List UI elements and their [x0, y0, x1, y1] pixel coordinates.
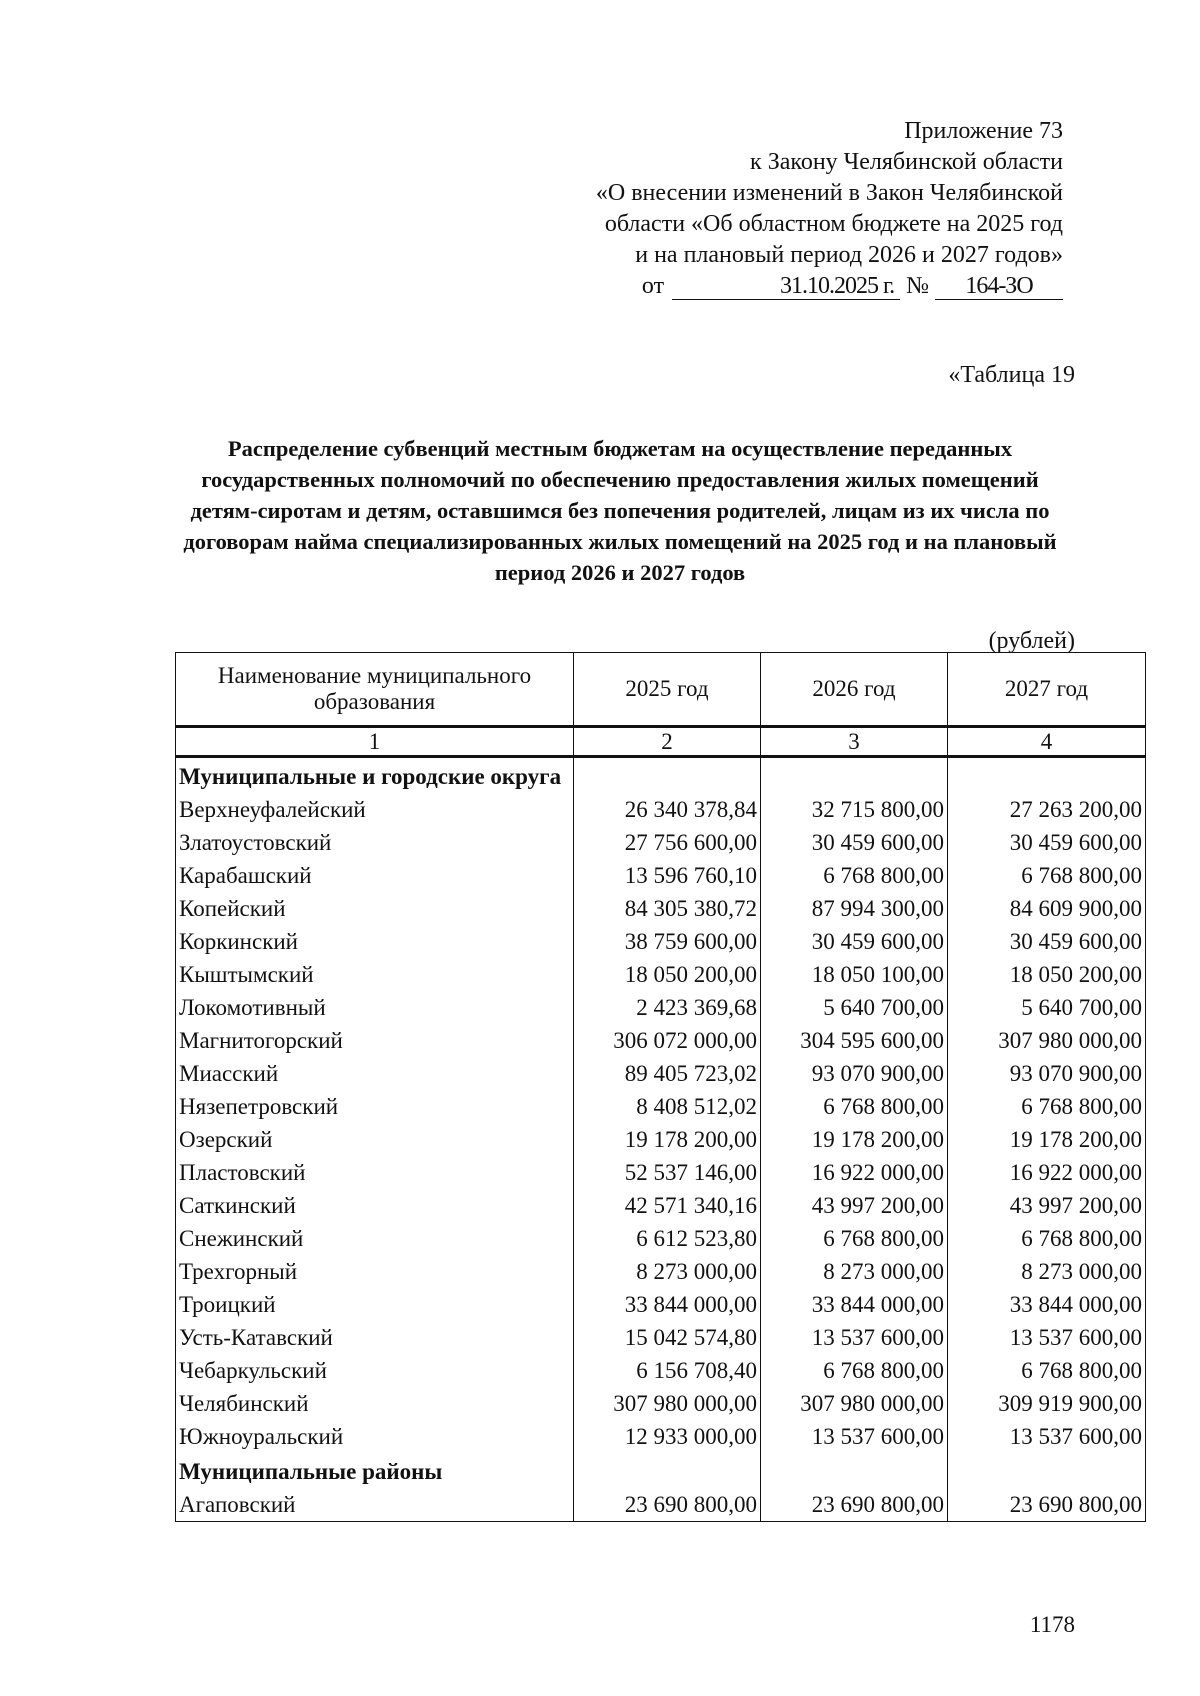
- value-2025: 33 844 000,00: [574, 1288, 761, 1321]
- value-2027: 309 919 900,00: [948, 1387, 1146, 1420]
- municipality-name: Нязепетровский: [176, 1090, 574, 1123]
- table-row: [176, 892, 1146, 925]
- value-2025: 306 072 000,00: [574, 1024, 761, 1057]
- units-label: (рублей): [988, 628, 1075, 654]
- table-row: [176, 1024, 1146, 1057]
- value-2026: 87 994 300,00: [761, 892, 948, 925]
- law-date: 31.10.2025 г.: [672, 273, 900, 300]
- table-row: [176, 1387, 1146, 1420]
- value-2026: 32 715 800,00: [761, 793, 948, 826]
- value-2027: 6 768 800,00: [948, 1354, 1146, 1387]
- value-2026: 6 768 800,00: [761, 1222, 948, 1255]
- value-2027: 13 537 600,00: [948, 1321, 1146, 1354]
- value-2026: 19 178 200,00: [761, 1123, 948, 1156]
- value-2027: 6 768 800,00: [948, 859, 1146, 892]
- value-2027: 43 997 200,00: [948, 1189, 1146, 1222]
- value-2026: 16 922 000,00: [761, 1156, 948, 1189]
- value-2027: 30 459 600,00: [948, 925, 1146, 958]
- column-number: 4: [948, 727, 1146, 757]
- municipality-name: Коркинский: [176, 925, 574, 958]
- municipality-name: Агаповский: [176, 1488, 574, 1522]
- value-2026: 30 459 600,00: [761, 925, 948, 958]
- column-number-row: [176, 727, 1146, 757]
- municipality-name: Копейский: [176, 892, 574, 925]
- value-2025: 6 612 523,80: [574, 1222, 761, 1255]
- municipality-name: Карабашский: [176, 859, 574, 892]
- table-row: [176, 826, 1146, 859]
- law-reference-line: к Закону Челябинской области: [750, 149, 1063, 175]
- value-2025: 2 423 369,68: [574, 991, 761, 1024]
- value-2025: 18 050 200,00: [574, 958, 761, 991]
- municipality-name: Челябинский: [176, 1387, 574, 1420]
- value-2027: 5 640 700,00: [948, 991, 1146, 1024]
- header-2025: 2025 год: [574, 653, 761, 727]
- value-2025: 52 537 146,00: [574, 1156, 761, 1189]
- column-number: 1: [176, 727, 574, 757]
- table-header-row: [176, 653, 1146, 727]
- municipality-name: Троицкий: [176, 1288, 574, 1321]
- value-2027: 33 844 000,00: [948, 1288, 1146, 1321]
- value-2026: 304 595 600,00: [761, 1024, 948, 1057]
- table-row: [176, 925, 1146, 958]
- municipality-name: Златоустовский: [176, 826, 574, 859]
- law-reference-line: «О внесении изменений в Закон Челябинской: [595, 180, 1063, 206]
- value-2025: 8 273 000,00: [574, 1255, 761, 1288]
- value-2026: 93 070 900,00: [761, 1057, 948, 1090]
- value-2026: 8 273 000,00: [761, 1255, 948, 1288]
- value-2025: 23 690 800,00: [574, 1488, 761, 1522]
- value-2025: 89 405 723,02: [574, 1057, 761, 1090]
- municipality-name: Локомотивный: [176, 991, 574, 1024]
- value-2025: 8 408 512,02: [574, 1090, 761, 1123]
- page-number: 1178: [1029, 1612, 1075, 1637]
- value-2027: 84 609 900,00: [948, 892, 1146, 925]
- table-row: [176, 991, 1146, 1024]
- table-row: [176, 1090, 1146, 1123]
- column-number: 2: [574, 727, 761, 757]
- value-2026: 6 768 800,00: [761, 1090, 948, 1123]
- value-2027: 30 459 600,00: [948, 826, 1146, 859]
- value-2025: 27 756 600,00: [574, 826, 761, 859]
- section-row: [176, 757, 1146, 794]
- value-2026: 43 997 200,00: [761, 1189, 948, 1222]
- value-2026: 23 690 800,00: [761, 1488, 948, 1522]
- law-reference-line: и на плановый период 2026 и 2027 годов»: [635, 242, 1063, 268]
- value-2027: 23 690 800,00: [948, 1488, 1146, 1522]
- section-row: [176, 1453, 1146, 1488]
- value-2025: 26 340 378,84: [574, 793, 761, 826]
- table-row: [176, 1255, 1146, 1288]
- table-label: «Таблица 19: [948, 362, 1075, 388]
- value-2027: 16 922 000,00: [948, 1156, 1146, 1189]
- table-body: [176, 757, 1146, 1522]
- table-row: [176, 1354, 1146, 1387]
- number-label: №: [906, 273, 929, 299]
- table-row: [176, 1488, 1146, 1522]
- value-2025: 6 156 708,40: [574, 1354, 761, 1387]
- municipality-name: Пластовский: [176, 1156, 574, 1189]
- value-2025: 84 305 380,72: [574, 892, 761, 925]
- municipality-name: Усть-Катавский: [176, 1321, 574, 1354]
- header-municipality: Наименование муниципального образования: [176, 653, 574, 727]
- table-row: [176, 1321, 1146, 1354]
- law-reference-block: [596, 116, 1063, 302]
- value-2025: 12 933 000,00: [574, 1420, 761, 1453]
- value-2026: 307 980 000,00: [761, 1387, 948, 1420]
- municipality-name: Кыштымский: [176, 958, 574, 991]
- value-2027: 13 537 600,00: [948, 1420, 1146, 1453]
- table-row: [176, 1156, 1146, 1189]
- value-2026: 13 537 600,00: [761, 1321, 948, 1354]
- municipality-name: Верхнеуфалейский: [176, 793, 574, 826]
- municipality-name: Южноуральский: [176, 1420, 574, 1453]
- municipality-name: Трехгорный: [176, 1255, 574, 1288]
- municipality-name: Чебаркульский: [176, 1354, 574, 1387]
- value-2026: 18 050 100,00: [761, 958, 948, 991]
- table-row: [176, 1288, 1146, 1321]
- law-number: 164-ЗО: [935, 273, 1063, 300]
- value-2026: 30 459 600,00: [761, 826, 948, 859]
- value-2027: 18 050 200,00: [948, 958, 1146, 991]
- value-2025: 42 571 340,16: [574, 1189, 761, 1222]
- value-2027: 93 070 900,00: [948, 1057, 1146, 1090]
- table-row: [176, 859, 1146, 892]
- section-title: Муниципальные и городские округа: [176, 757, 574, 794]
- value-2026: 5 640 700,00: [761, 991, 948, 1024]
- section-title: Муниципальные районы: [176, 1453, 574, 1488]
- column-number: 3: [761, 727, 948, 757]
- law-date-number-line: [596, 271, 1063, 302]
- value-2025: 15 042 574,80: [574, 1321, 761, 1354]
- municipality-name: Магнитогорский: [176, 1024, 574, 1057]
- municipality-name: Саткинский: [176, 1189, 574, 1222]
- value-2027: 307 980 000,00: [948, 1024, 1146, 1057]
- value-2026: 33 844 000,00: [761, 1288, 948, 1321]
- value-2025: 38 759 600,00: [574, 925, 761, 958]
- value-2027: 6 768 800,00: [948, 1222, 1146, 1255]
- value-2026: 6 768 800,00: [761, 1354, 948, 1387]
- value-2026: 6 768 800,00: [761, 859, 948, 892]
- table-row: [176, 958, 1146, 991]
- municipality-name: Озерский: [176, 1123, 574, 1156]
- header-2027: 2027 год: [948, 653, 1146, 727]
- from-label: от: [641, 273, 665, 299]
- value-2027: 6 768 800,00: [948, 1090, 1146, 1123]
- law-reference-line: области «Об областном бюджете на 2025 год: [604, 211, 1063, 237]
- table-row: [176, 1123, 1146, 1156]
- value-2027: 27 263 200,00: [948, 793, 1146, 826]
- header-2026: 2026 год: [761, 653, 948, 727]
- table-row: [176, 793, 1146, 826]
- document-title: Распределение субвенций местным бюджетам на осуществление переданных государственных полномочий по обеспечению предоставления жилых помещений детям-сиротам и детям, оставшимся без попечения родителей, лицам из их числа по договорам найма специализированных жилых помещений на 2025 год и на плановый период 2026 и 2027 годов: [183, 436, 1057, 585]
- table-row: [176, 1222, 1146, 1255]
- table-row: [176, 1057, 1146, 1090]
- value-2027: 19 178 200,00: [948, 1123, 1146, 1156]
- municipality-name: Снежинский: [176, 1222, 574, 1255]
- municipality-name: Миасский: [176, 1057, 574, 1090]
- value-2025: 307 980 000,00: [574, 1387, 761, 1420]
- table-row: [176, 1189, 1146, 1222]
- appendix-label: Приложение 73: [904, 118, 1063, 144]
- value-2025: 13 596 760,10: [574, 859, 761, 892]
- table-row: [176, 1420, 1146, 1453]
- value-2027: 8 273 000,00: [948, 1255, 1146, 1288]
- subventions-table: [175, 652, 1146, 1522]
- value-2026: 13 537 600,00: [761, 1420, 948, 1453]
- value-2025: 19 178 200,00: [574, 1123, 761, 1156]
